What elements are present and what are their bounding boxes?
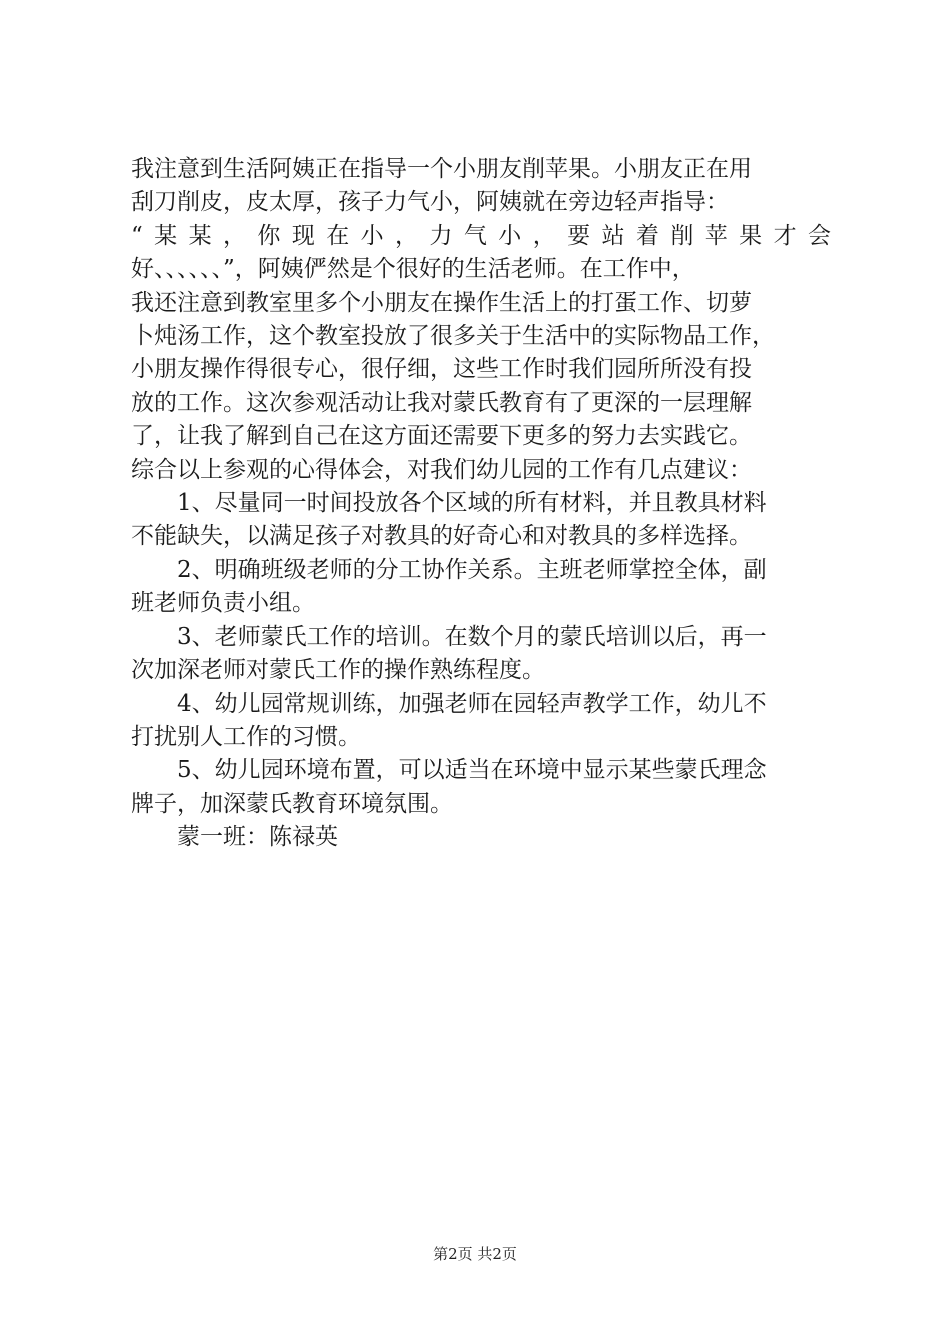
- document-body: [131, 153, 831, 855]
- suggestion-item-3: [131, 621, 831, 688]
- text-line: 卜炖汤工作，这个教室投放了很多关于生活中的实际物品工作，: [131, 323, 775, 350]
- text-line: 好、、、、、、”，阿姨俨然是个很好的生活老师。在工作中，: [131, 256, 695, 283]
- suggestion-item-5: [131, 754, 831, 821]
- suggestion-line: 牌子，加深蒙氏教育环境氛围。: [131, 790, 453, 817]
- text-line: 了，让我了解到自己在这方面还需要下更多的努力去实践它。: [131, 423, 752, 450]
- signature-paragraph: [131, 821, 831, 854]
- suggestion-line: 5、幼儿园环境布置，可以适当在环境中显示某些蒙氏理念: [177, 757, 767, 784]
- text-line: 我还注意到教室里多个小朋友在操作生活上的打蛋工作、切萝: [131, 289, 752, 316]
- intro-paragraph: [131, 153, 831, 487]
- suggestion-line: 3、老师蒙氏工作的培训。在数个月的蒙氏培训以后，再一: [177, 623, 767, 650]
- suggestion-line: 1、尽量同一时间投放各个区域的所有材料，并且教具材料: [177, 490, 767, 517]
- text-line: 我注意到生活阿姨正在指导一个小朋友削苹果。小朋友正在用: [131, 156, 752, 182]
- suggestion-line: 不能缺失，以满足孩子对教具的好奇心和对教具的多样选择。: [131, 523, 752, 550]
- suggestion-line: 班老师负责小组。: [131, 590, 315, 617]
- suggestion-line: 次加深老师对蒙氏工作的操作熟练程度。: [131, 657, 545, 684]
- text-line: 刮刀削皮，皮太厚，孩子力气小，阿姨就在旁边轻声指导：: [131, 189, 729, 216]
- page-footer: [0, 1244, 950, 1264]
- page-number-label: 第2页 共2页: [433, 1245, 517, 1263]
- text-line: 放的工作。这次参观活动让我对蒙氏教育有了更深的一层理解: [131, 389, 752, 416]
- suggestion-item-2: [131, 554, 831, 621]
- suggestion-line: 2、明确班级老师的分工协作关系。主班老师掌控全体，副: [177, 556, 767, 583]
- signature: 蒙一班：陈禄英: [177, 824, 338, 851]
- suggestion-line: 4、幼儿园常规训练，加强老师在园轻声教学工作，幼儿不: [177, 690, 767, 717]
- text-line: 综合以上参观的心得体会，对我们幼儿园的工作有几点建议：: [131, 456, 752, 483]
- text-line: 小朋友操作得很专心，很仔细，这些工作时我们园所所没有投: [131, 356, 752, 383]
- suggestion-item-4: [131, 688, 831, 755]
- suggestion-line: 打扰别人工作的习惯。: [131, 723, 361, 750]
- suggestion-item-1: [131, 487, 831, 554]
- text-line: “某某，你现在小，力气小，要站着削苹果才会: [131, 222, 831, 249]
